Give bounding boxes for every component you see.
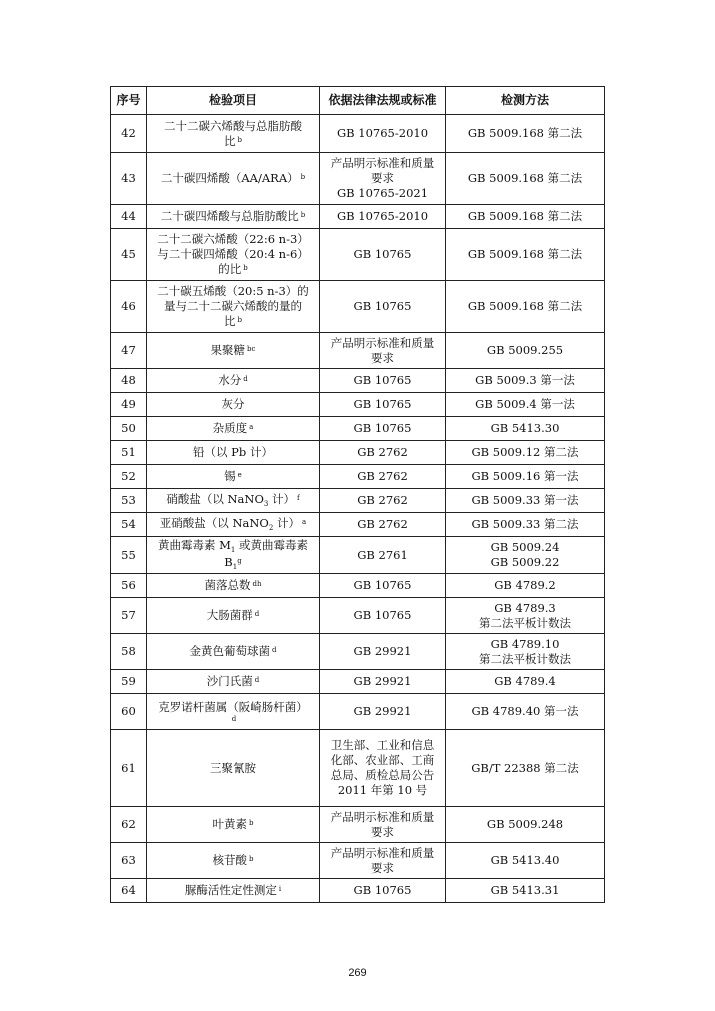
legal-basis [320,513,446,537]
table-row [111,574,605,598]
cell-line: 第二法平板计数法 [479,651,571,666]
row-number: 50 [111,417,147,441]
row-number: 64 [111,879,147,903]
item-text: 铅（以 Pb 计） [193,445,273,459]
test-method [446,205,605,229]
footnote-marker: d [254,676,260,684]
test-method [446,417,605,441]
inspection-item [147,537,320,574]
cell-line: GB 5009.16 第一法 [471,469,579,483]
row-number: 44 [111,205,147,229]
cell-line: 要求 [371,171,394,185]
cell-line [150,445,316,460]
cell-line: GB 29921 [353,674,412,688]
legal-basis [320,574,446,598]
item-text: 硝酸盐（以 NaNO [166,492,264,506]
footnote-marker: dh [252,580,262,588]
inspection-item [147,369,320,393]
table-row [111,417,605,441]
cell-line [150,715,316,724]
cell-line: 2011 年第 10 号 [337,783,428,797]
table-row [111,843,605,879]
item-text: 二十二碳六烯酸（22:6 n-3） [157,232,309,246]
footnote-marker: a [249,423,254,431]
cell-line: GB 2761 [357,547,408,562]
test-method [446,513,605,537]
legal-basis [320,153,446,205]
test-method [446,843,605,879]
cell-line [150,469,316,484]
item-text: 克罗诺杆菌属（阪崎肠杆菌） [158,699,308,714]
cell-line: GB 4789.4 [494,674,556,688]
legal-basis [320,598,446,634]
cell-line: GB 10765 [353,299,412,313]
cell-line: 要求 [371,824,394,839]
cell-line: 总局、质检总局公告 [330,768,435,782]
legal-basis [320,333,446,369]
item-text: 三聚氰胺 [210,760,256,775]
page-number: 269 [348,967,367,979]
cell-line: 要求 [371,860,394,875]
footnote-marker: b [249,855,254,863]
item-text: 的比 [218,262,242,276]
cell-line [150,674,316,689]
inspection-item [147,205,320,229]
inspection-item [147,115,320,153]
footnote-marker: e [237,471,242,479]
row-number: 53 [111,489,147,513]
item-text: 亚硝酸盐（以 NaNO [159,516,269,530]
test-method [446,598,605,634]
row-number: 46 [111,281,147,333]
cell-line [150,883,316,898]
cell-line [150,555,316,572]
test-method [446,441,605,465]
footnote-marker: i [278,885,282,893]
row-number: 52 [111,465,147,489]
header-method: 检测方法 [446,87,605,115]
cell-line: GB 4789.3 [494,600,556,615]
row-number: 56 [111,574,147,598]
legal-basis [320,281,446,333]
table-row [111,229,605,281]
footnote-marker: b [243,264,248,272]
legal-basis [320,441,446,465]
cell-line [150,853,316,868]
footnote-marker: b [300,211,306,219]
legal-basis [320,489,446,513]
cell-line: GB 29921 [353,704,412,718]
cell-line [150,119,316,134]
legal-basis [320,634,446,670]
item-text: 二十二碳六烯酸与总脂肪酸 [164,118,302,133]
legal-basis [320,229,446,281]
legal-basis [320,670,446,694]
test-method [446,393,605,417]
cell-line: GB 5009.3 第一法 [475,373,575,387]
item-text: 灰分 [221,397,245,411]
table-row [111,205,605,229]
table-row [111,393,605,417]
cell-line [150,421,316,436]
cell-line: GB 10765 [353,421,412,435]
inspection-item [147,393,320,417]
table-row [111,634,605,670]
cell-line: 产品明示标准和质量 [330,335,435,350]
cell-line: GB 4789.40 第一法 [471,704,579,718]
subscript: 1 [230,546,236,554]
cell-line: GB 5009.168 第二法 [467,247,583,261]
subscript: 2 [268,524,274,532]
cell-line [150,761,316,776]
cell-line: GB 5009.12 第二法 [471,445,579,459]
inspection-item [147,574,320,598]
cell-line: 第二法平板计数法 [479,615,571,630]
item-text: 大肠菌群 [206,608,253,622]
cell-line: GB 5009.168 第二法 [467,126,583,140]
item-text: 或黄曲霉毒素 [235,538,309,552]
cell-line: GB 10765-2010 [336,209,429,223]
cell-line: GB 2762 [357,517,408,531]
cell-line: GB 5009.33 第一法 [471,493,579,507]
item-text: 水分 [218,373,242,387]
row-number: 48 [111,369,147,393]
cell-line [150,397,316,412]
legal-basis [320,879,446,903]
cell-line: 要求 [371,350,394,365]
cell-line [150,284,316,299]
footnote-marker: b [237,316,242,324]
test-method [446,229,605,281]
cell-line: GB 5009.168 第二法 [467,209,583,223]
cell-line: GB/T 22388 第二法 [471,760,579,775]
cell-line [150,299,316,314]
row-number: 51 [111,441,147,465]
table-row [111,115,605,153]
item-text: 黄曲霉毒素 M [157,538,231,552]
inspection-item [147,843,320,879]
cell-line [150,314,316,329]
inspection-item [147,807,320,843]
test-method [446,574,605,598]
legal-basis [320,537,446,574]
item-text: 核苷酸 [212,853,247,867]
table-row [111,369,605,393]
cell-line: GB 5413.40 [490,853,560,867]
cell-line: GB 5009.33 第二法 [471,517,579,531]
row-number: 57 [111,598,147,634]
test-method [446,153,605,205]
cell-line: GB 29921 [353,644,412,658]
table-row [111,670,605,694]
cell-line: 产品明示标准和质量 [330,845,435,860]
item-text: 锡 [224,469,236,483]
footnote-marker: d [254,610,260,618]
cell-line: GB 5009.24 [490,540,560,554]
inspection-item [147,694,320,730]
legal-basis [320,393,446,417]
row-number: 58 [111,634,147,670]
cell-line [150,134,316,149]
cell-line [150,644,316,659]
cell-line [150,817,316,832]
row-number: 63 [111,843,147,879]
item-text: 金黄色葡萄球菌 [189,644,270,658]
test-method [446,281,605,333]
legal-basis [320,205,446,229]
item-text: 脲酶活性定性测定 [184,883,277,897]
row-number: 59 [111,670,147,694]
cell-line: 产品明示标准和质量 [330,156,435,170]
cell-line [150,247,316,262]
legal-basis [320,369,446,393]
cell-line: 产品明示标准和质量 [330,809,435,824]
legal-basis [320,730,446,807]
cell-line: GB 10765 [353,883,412,897]
inspection-item [147,489,320,513]
inspection-item [147,465,320,489]
cell-line [150,262,316,277]
legal-basis [320,807,446,843]
cell-line: GB 4789.10 [490,636,560,651]
table-row [111,333,605,369]
inspection-item [147,441,320,465]
inspection-item [147,670,320,694]
legal-basis [320,115,446,153]
cell-line [150,578,316,593]
table-row [111,598,605,634]
header-serial: 序号 [111,87,147,115]
inspection-item [147,634,320,670]
cell-line: GB 5009.168 第二法 [467,299,583,313]
footnote-marker: b [249,819,254,827]
header-item: 检验项目 [147,87,320,115]
item-text: 量与二十二碳六烯酸的量的 [164,299,302,313]
cell-line: GB 5413.30 [490,421,560,435]
footnote-marker: b [300,173,306,181]
cell-line: GB 5009.22 [490,555,560,569]
footnote-marker: d [231,714,237,723]
item-text: 与二十碳四烯酸（20:4 n-6） [157,247,309,261]
footnote-marker: a [302,518,307,526]
cell-line [150,700,316,715]
test-method [446,694,605,730]
row-number: 47 [111,333,147,369]
table-row [111,537,605,574]
cell-line [150,232,316,247]
header-basis: 依据法律法规或标准 [320,87,446,115]
cell-line: GB 10765-2021 [336,186,429,200]
item-text: 果聚糖 [210,343,246,357]
row-number: 42 [111,115,147,153]
cell-line: GB 5009.4 第一法 [475,397,575,411]
inspection-item [147,229,320,281]
subscript: 3 [263,500,269,508]
item-text: 叶黄素 [212,817,247,831]
inspection-item [147,333,320,369]
inspection-item [147,281,320,333]
table-row [111,465,605,489]
cell-line [150,171,316,186]
cell-line: GB 5413.31 [490,883,560,897]
cell-line: GB 2762 [357,469,408,483]
table-row [111,807,605,843]
test-method [446,333,605,369]
test-method [446,807,605,843]
row-number: 61 [111,730,147,807]
cell-line [150,538,316,555]
item-text: 二十碳四烯酸（AA/ARA） [160,171,299,185]
test-method [446,670,605,694]
item-text: 菌落总数 [204,578,251,592]
test-method [446,634,605,670]
cell-line [150,209,316,224]
cell-line: GB 10765-2010 [336,126,429,140]
legal-basis [320,465,446,489]
inspection-item [147,513,320,537]
test-method [446,879,605,903]
table-row [111,489,605,513]
test-method [446,369,605,393]
cell-line: GB 2762 [357,445,408,459]
test-method [446,465,605,489]
item-text: B [224,555,233,569]
footnote-marker: g [237,557,242,565]
cell-line: GB 10765 [353,373,412,387]
table-row [111,153,605,205]
item-text: 二十碳五烯酸（20:5 n-3）的 [157,284,309,298]
cell-line: GB 2762 [357,493,408,507]
item-text: 计） [268,492,296,506]
item-text: 比 [224,133,236,148]
legal-basis [320,417,446,441]
table-row [111,879,605,903]
cell-line [150,608,316,623]
row-number: 49 [111,393,147,417]
row-number: 54 [111,513,147,537]
legal-basis [320,694,446,730]
footnote-marker: d [272,646,277,654]
footnote-marker: b [237,135,242,144]
table-row [111,730,605,807]
inspection-table [110,86,605,903]
footnote-marker: bc [247,345,256,353]
row-number: 60 [111,694,147,730]
subscript: 1 [232,563,238,571]
item-text: 计） [273,516,300,530]
inspection-item [147,730,320,807]
cell-line: GB 10765 [353,397,412,411]
legal-basis [320,843,446,879]
cell-line: 化部、农业部、工商 [330,753,435,767]
cell-line [150,373,316,388]
inspection-item [147,598,320,634]
item-text: 比 [224,314,236,328]
cell-line: GB 5009.168 第二法 [467,171,583,185]
cell-line: 卫生部、工业和信息 [330,738,435,752]
cell-line: GB 10765 [353,608,412,622]
test-method [446,115,605,153]
item-text: 沙门氏菌 [206,674,253,688]
inspection-item [147,153,320,205]
row-number: 43 [111,153,147,205]
test-method [446,489,605,513]
inspection-item [147,879,320,903]
item-text: 杂质度 [212,421,248,435]
footnote-marker: f [297,494,300,502]
cell-line: GB 5009.255 [486,343,564,357]
item-text: 二十碳四烯酸与总脂肪酸比 [160,209,299,223]
table-row [111,513,605,537]
cell-line: GB 10765 [353,247,412,261]
test-method [446,730,605,807]
cell-line [150,343,316,358]
cell-line: GB 4789.2 [494,578,556,592]
table-row [111,281,605,333]
table-header-row [111,87,605,115]
test-method [446,537,605,574]
row-number: 45 [111,229,147,281]
inspection-item [147,417,320,441]
row-number: 55 [111,537,147,574]
table-row [111,694,605,730]
cell-line: GB 5009.248 [486,817,564,831]
footnote-marker: d [243,375,248,383]
row-number: 62 [111,807,147,843]
table-row [111,441,605,465]
cell-line: GB 10765 [353,578,412,592]
